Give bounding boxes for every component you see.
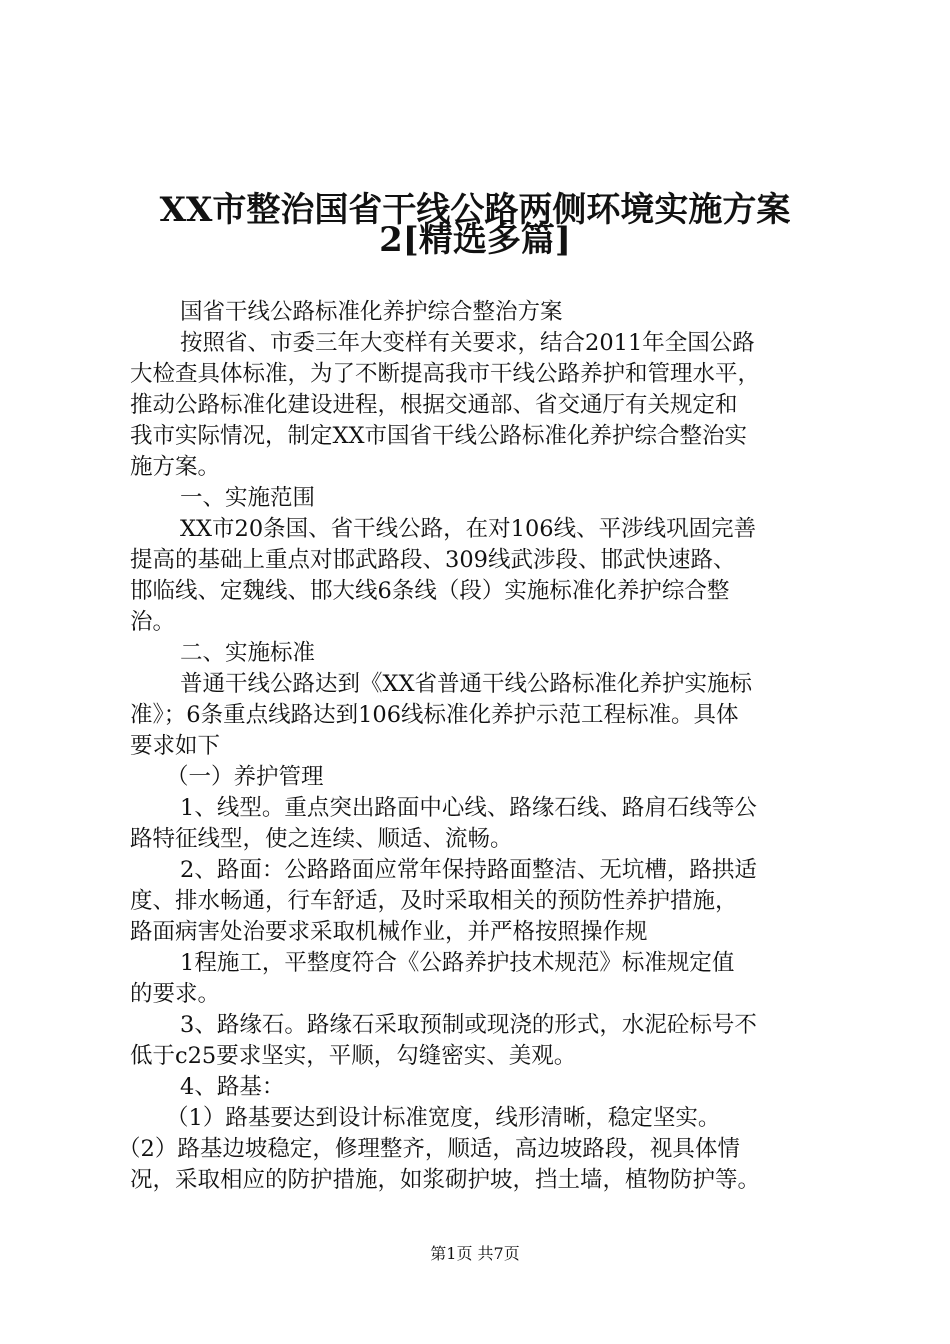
- paragraph-line: 邯临线、定魏线、邯大线6条线（段）实施标准化养护综合整: [130, 578, 730, 604]
- document-title-line-2: 2[精选多篇]: [379, 220, 571, 260]
- paragraph-line: 况，采取相应的防护措施，如浆砌护坡，挡土墙，植物防护等。: [130, 1167, 761, 1193]
- paragraph-line: 提高的基础上重点对邯武路段、309线武涉段、邯武快速路、: [130, 547, 736, 573]
- section-heading: 一、实施范围: [180, 485, 316, 511]
- paragraph-line: 推动公路标准化建设进程，根据交通部、省交通厅有关规定和: [130, 392, 738, 418]
- section-heading: 二、实施标准: [180, 640, 316, 666]
- paragraph-line: （1）路基要达到设计标准宽度，线形清晰，稳定坚实。: [166, 1105, 721, 1131]
- paragraph-line: 按照省、市委三年大变样有关要求，结合2011年全国公路: [180, 330, 755, 356]
- paragraph-line: 度、排水畅通，行车舒适，及时采取相关的预防性养护措施，: [130, 888, 738, 914]
- paragraph-line: 低于c25要求坚实，平顺，勾缝密实、美观。: [130, 1043, 577, 1069]
- paragraph-line: （2）路基边坡稳定，修理整齐，顺适，高边坡路段，视具体情: [118, 1136, 740, 1162]
- section-heading: 4、路基：: [180, 1074, 285, 1100]
- paragraph-line: 3、路缘石。路缘石采取预制或现浇的形式，水泥砼标号不: [180, 1012, 757, 1038]
- paragraph-line: 普通干线公路达到《XX省普通干线公路标准化养护实施标: [180, 671, 753, 697]
- paragraph-line: 大检查具体标准，为了不断提高我市干线公路养护和管理水平，: [130, 361, 761, 387]
- paragraph-line: 我市实际情况，制定XX市国省干线公路标准化养护综合整治实: [130, 423, 748, 449]
- page-footer: 第1页 共7页: [430, 1244, 520, 1263]
- subsection-heading: （一）养护管理: [166, 764, 324, 790]
- paragraph-line: 路特征线型，使之连续、顺适、流畅。: [130, 826, 513, 852]
- paragraph-line: 2、路面：公路路面应常年保持路面整洁、无坑槽，路拱适: [180, 857, 757, 883]
- paragraph-line: 1、线型。重点突出路面中心线、路缘石线、路肩石线等公: [180, 795, 757, 821]
- section-heading: 国省干线公路标准化养护综合整治方案: [180, 299, 563, 325]
- document-title-line-1: XX市整治国省干线公路两侧环境实施方案: [159, 190, 791, 230]
- paragraph-line: 准》；6条重点线路达到106线标准化养护示范工程标准。具体: [130, 702, 739, 728]
- paragraph-line: 要求如下: [130, 733, 221, 759]
- paragraph-line: 路面病害处治要求采取机械作业，并严格按照操作规: [130, 919, 648, 945]
- paragraph-line: 治。: [130, 609, 176, 635]
- paragraph-line: 1程施工，平整度符合《公路养护技术规范》标准规定值: [180, 950, 735, 976]
- paragraph-line: XX市20条国、省干线公路，在对106线、平涉线巩固完善: [180, 516, 757, 542]
- paragraph-line: 施方案。: [130, 454, 221, 480]
- paragraph-line: 的要求。: [130, 981, 221, 1007]
